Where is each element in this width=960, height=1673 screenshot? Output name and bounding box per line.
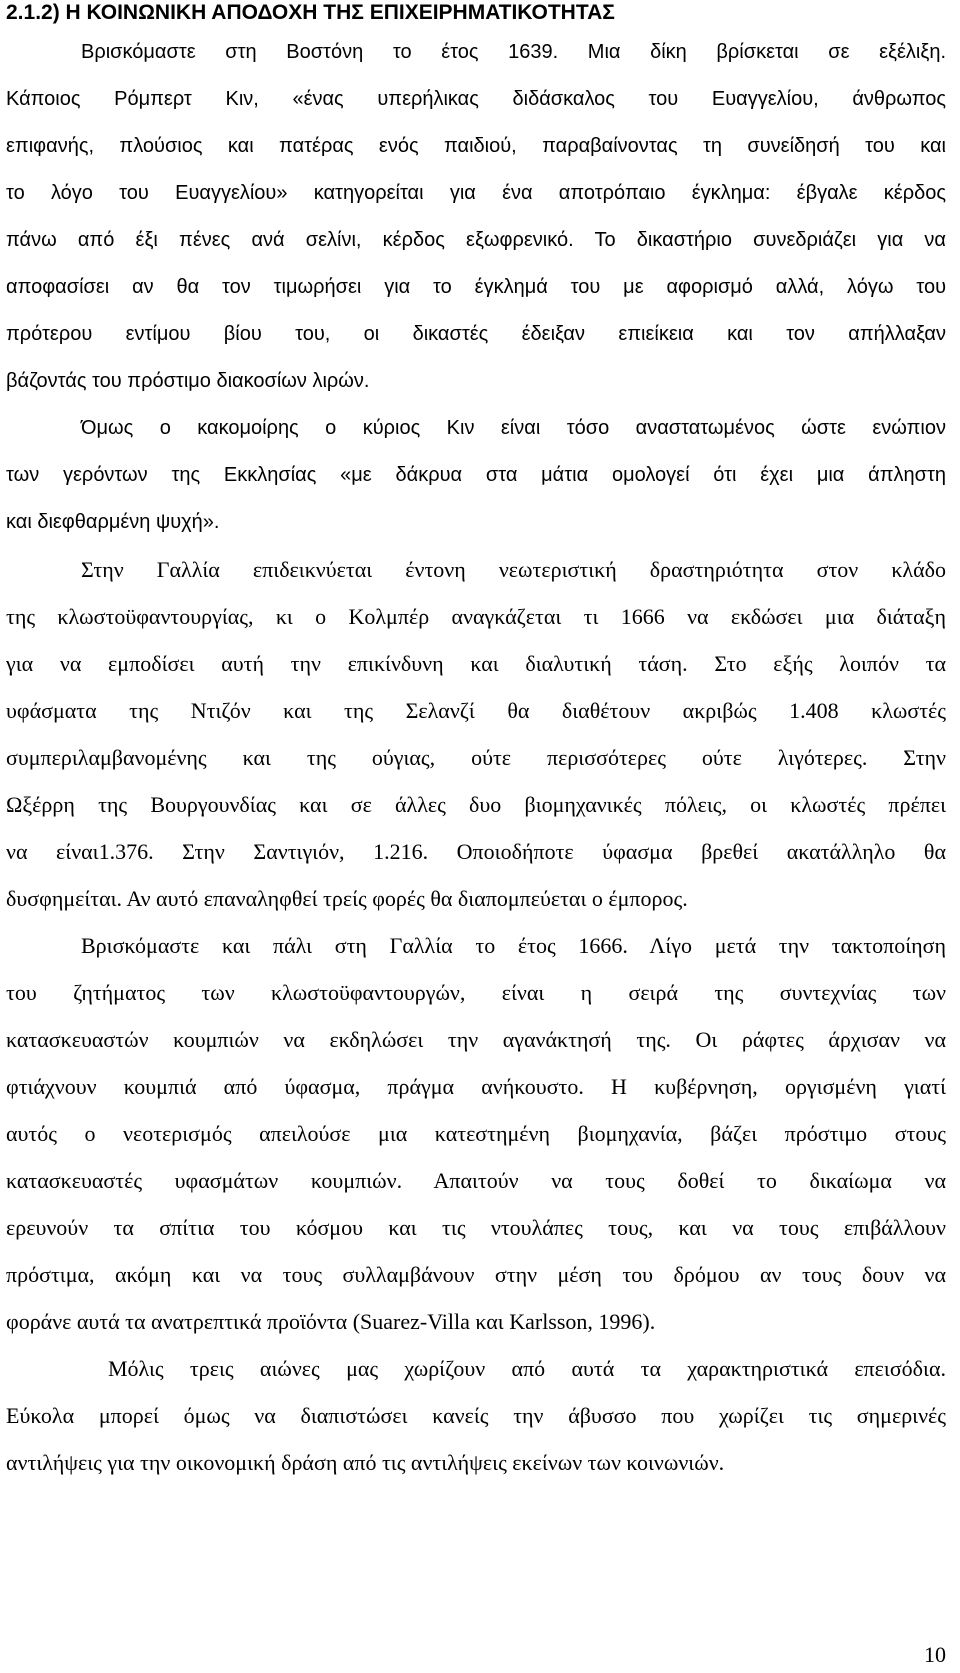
- paragraph-colbert-textiles: [6, 546, 946, 922]
- paragraph-line: πρόστιμα, ακόμη και να τους συλλαμβάνουν στην μέση του δρόμου αν τους δουν να: [6, 1262, 946, 1287]
- paragraph-line: των γερόντων της Εκκλησίας «με δάκρυα στα μάτια ομολογεί ότι έχει μια άπληστη: [6, 464, 946, 486]
- paragraph-line: Μόλις τρεις αιώνες μας χωρίζουν από αυτά τα χαρακτηριστικά επεισόδια.: [108, 1356, 946, 1381]
- paragraph-line: να είναι1.376. Στην Σαντιγιόν, 1.216. Οποιοδήποτε ύφασμα βρεθεί ακατάλληλο θα: [6, 839, 946, 864]
- paragraph-line: αποφασίσει αν θα τον τιμωρήσει για το έγκλημά του με αφορισμό αλλά, λόγω του: [6, 276, 946, 298]
- paragraph-line: αντιλήψεις για την οικονομική δράση από τις αντιλήψεις εκείνων των κοινωνιών.: [6, 1450, 725, 1475]
- paragraph-line: πρότερου εντίμου βίου του, οι δικαστές έδειξαν επιείκεια και τον απήλλαξαν: [6, 323, 946, 345]
- paragraph-line: Κάποιος Ρόμπερτ Κιν, «ένας υπερήλικας διδάσκαλος του Ευαγγελίου, άνθρωπος: [6, 88, 946, 110]
- paragraph-line: πάνω από έξι πένες ανά σελίνι, κέρδος εξωφρενικό. Το δικαστήριο συνεδριάζει για να: [6, 229, 946, 251]
- paragraph-line: υφάσματα της Ντιζόν και της Σελανζί θα διαθέτουν ακριβώς 1.408 κλωστές: [6, 698, 946, 723]
- paragraph-line: του ζητήματος των κλωστοϋφαντουργών, είναι η σειρά της συντεχνίας των: [6, 980, 946, 1005]
- paragraph-line: για να εμποδίσει αυτή την επικίνδυνη και διαλυτική τάση. Στο εξής λοιπόν τα: [6, 651, 946, 676]
- paragraph-line: το λόγο του Ευαγγελίου» κατηγορείται για ένα αποτρόπαιο έγκλημα: έβγαλε κέρδος: [6, 182, 946, 204]
- paragraph-button-makers: [6, 922, 946, 1345]
- paragraph-line: φοράνε αυτά τα ανατρεπτικά προϊόντα (Suarez-Villa και Karlsson, 1996).: [6, 1309, 656, 1334]
- paragraph-line: βάζοντάς του πρόστιμο διακοσίων λιρών.: [6, 370, 370, 392]
- paragraph-line: επιφανής, πλούσιος και πατέρας ενός παιδιού, παραβαίνοντας τη συνείδησή του και: [6, 135, 946, 157]
- paragraph-line: αυτός ο νεοτερισμός απειλούσε μια κατεστημένη βιομηχανία, βάζει πρόστιμο στους: [6, 1121, 946, 1146]
- paragraph-line: Βρισκόμαστε και πάλι στη Γαλλία το έτος 1666. Λίγο μετά την τακτοποίηση: [81, 933, 946, 958]
- paragraph-line: κατασκευαστές υφασμάτων κουμπιών. Απαιτούν να τους δοθεί το δικαίωμα να: [6, 1168, 946, 1193]
- paragraph-line: Στην Γαλλία επιδεικνύεται έντονη νεωτεριστική δραστηριότητα στον κλάδο: [81, 557, 946, 582]
- paragraph-boston-trial: [6, 29, 946, 405]
- paragraph-line: ερευνούν τα σπίτια του κόσμου και τις ντουλάπες τους, και να τους επιβάλλουν: [6, 1215, 946, 1240]
- paragraph-three-centuries: [6, 1345, 946, 1486]
- paragraph-keane-confession: [6, 405, 946, 546]
- paragraph-line: Εύκολα μπορεί όμως να διαπιστώσει κανείς την άβυσσο που χωρίζει τις σημερινές: [6, 1403, 946, 1428]
- paragraph-line: και διεφθαρμένη ψυχή».: [6, 511, 220, 533]
- paragraph-line: Βρισκόμαστε στη Βοστόνη το έτος 1639. Μια δίκη βρίσκεται σε εξέλιξη.: [81, 41, 946, 63]
- paragraph-line: της κλωστοϋφαντουργίας, κι ο Κολμπέρ αναγκάζεται τι 1666 να εκδώσει μια διάταξη: [6, 604, 946, 629]
- paragraph-line: Ωξέρρη της Βουργουνδίας και σε άλλες δυο βιομηχανικές πόλεις, οι κλωστές πρέπει: [6, 792, 946, 817]
- paragraph-line: δυσφημείται. Αν αυτό επαναληφθεί τρείς φορές θα διαπομπεύεται ο έμπορος.: [6, 886, 688, 911]
- paragraph-line: φτιάχνουν κουμπιά από ύφασμα, πράγμα ανήκουστο. Η κυβέρνηση, οργισμένη γιατί: [6, 1074, 946, 1099]
- paragraph-line: συμπεριλαμβανομένης και της ούγιας, ούτε περισσότερες ούτε λιγότερες. Στην: [6, 745, 946, 770]
- section-heading: 2.1.2) Η ΚΟΙΝΩΝΙΚΗ ΑΠΟΔΟΧΗ ΤΗΣ ΕΠΙΧΕΙΡΗΜΑΤΙΚΟΤΗΤΑΣ: [6, 1, 615, 24]
- paragraph-line: Όμως ο κακομοίρης ο κύριος Κιν είναι τόσο αναστατωμένος ώστε ενώπιον: [81, 417, 946, 439]
- paragraph-line: κατασκευαστών κουμπιών να εκδηλώσει την αγανάκτησή της. Οι ράφτες άρχισαν να: [6, 1027, 946, 1052]
- page-number: 10: [924, 1642, 946, 1667]
